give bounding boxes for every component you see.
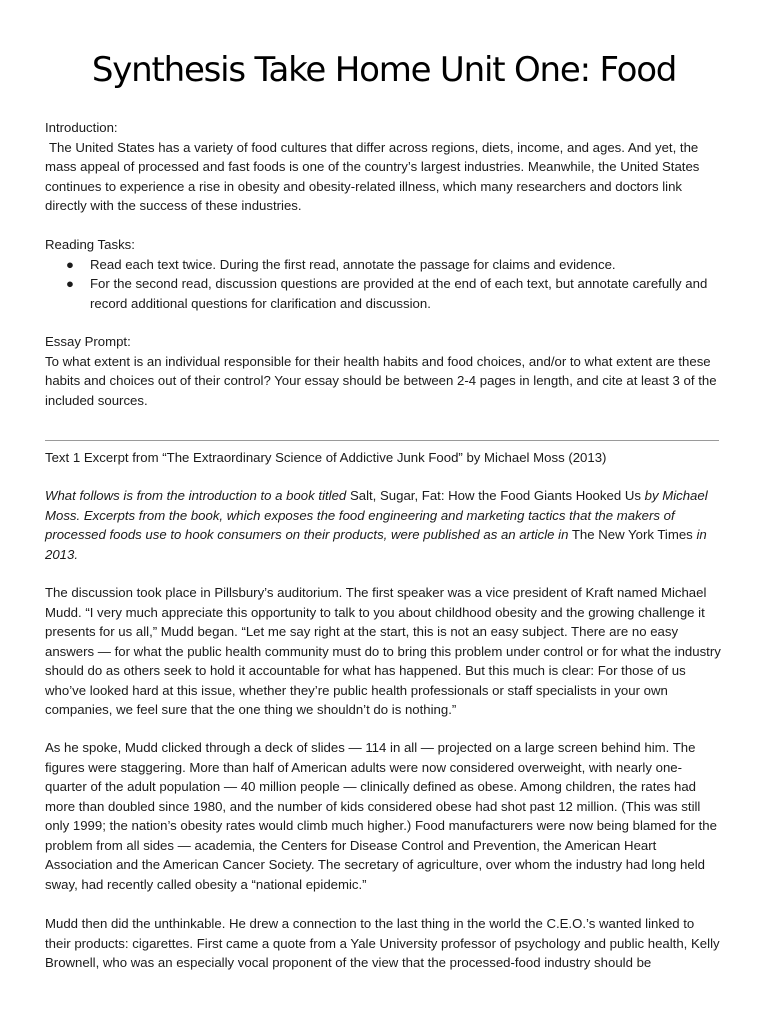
text1-paragraph-3 [45,914,723,973]
reading-tasks-heading: Reading Tasks: [45,237,135,252]
intro-italic-3: in 2013. [45,527,707,562]
book-title: Salt, Sugar, Fat: How the Food Giants Hooked Us [349,488,641,503]
intro-italic-1: What follows is from the introduction to a book titled [45,488,347,503]
introduction-heading: Introduction: [45,120,118,135]
text1-intro [45,486,723,564]
bullet-icon: ● [66,256,74,272]
page-title: Synthesis Take Home Unit One: Food [91,50,677,90]
section-divider [45,440,719,441]
intro-italic-2: by Michael Moss. Excerpts from the book, which exposes the food engineering and marketing tactics that the makers of processed foods use to hook consumers on their products, were published as an article in [45,488,708,542]
text1-source: Excerpt from “The Extraordinary Science of Addictive Junk Food” by Michael Moss (2013) [83,450,607,465]
publication-name: The New York Times [571,527,693,542]
reading-tasks-section [45,235,723,313]
list-item [45,274,723,313]
text1-paragraph-2 [45,738,723,894]
text1-citation [45,448,723,468]
list-item [45,255,723,275]
body-paragraph: The discussion took place in Pillsbury’s auditorium. The first speaker was a vice president of Kraft named Michael Mudd. “I very much appreciate this opportunity to talk to you about childhood obesity and the growing challenge it presents for us all,” Mudd began. “Let me say right at the start, this is not an easy subject. There are no easy answers — for what the public health community must do to bring this problem under control or for what the industry should do as others seek to hold it accountable for what has happened. But this much is clear: For those of us who’ve looked hard at this issue, whether they’re public health professionals or staff specialists in your own companies, we feel sure that the one thing we shouldn’t do is nothing.” [45,585,721,717]
essay-prompt-text: To what extent is an individual responsible for their health habits and food choices, and/or to what extent are these habits and choices out of their control? Your essay should be between 2-4 pages in length, and cite at least 3 of the included sources. [45,353,717,408]
essay-prompt-heading: Essay Prompt: [45,334,131,349]
essay-prompt-section [45,332,723,410]
body-paragraph: Mudd then did the unthinkable. He drew a connection to the last thing in the world the C.E.O.’s wanted linked to their products: cigarettes. First came a quote from a Yale University professor of psychology and public health, Kelly Brownell, who was an especially vocal proponent of the view that the processed-food industry should be [45,916,720,970]
bullet-icon: ● [66,276,74,291]
text1-label: Text 1 [45,450,81,465]
task-text: For the second read, discussion questions are provided at the end of each text, but annotate carefully and record additional questions for clarification and discussion. [90,276,708,311]
text1-paragraph-1 [45,583,723,720]
body-paragraph: As he spoke, Mudd clicked through a deck of slides — 114 in all — projected on a large screen behind him. The figures were staggering. More than half of American adults were now considered overweight, with nearly one-quarter of the adult population — 40 million people — clinically defined as obese. Among children, the rates had more than doubled since 1980, and the number of kids considered obese had shot past 12 million. (This was still only 1999; the nation’s obesity rates would climb much higher.) Food manufacturers were now being blamed for the problem from all sides — academia, the Centers for Disease Control and Prevention, the American Heart Association and the American Cancer Society. The secretary of agriculture, over whom the industry had long held sway, had recently called obesity a “national epidemic.” [45,740,717,892]
task-text: Read each text twice. During the first read, annotate the passage for claims and evidence. [90,256,616,272]
introduction-text: The United States has a variety of food cultures that differ across regions, diets, income, and ages. And yet, the mass appeal of processed and fast foods is one of the country’s largest industries. Meanwhile, the United States continues to experience a rise in obesity and obesity-related illness, which many researchers and doctors link directly with the success of these industries. [45,139,700,213]
introduction-section [45,118,723,216]
reading-tasks-list [45,255,723,314]
